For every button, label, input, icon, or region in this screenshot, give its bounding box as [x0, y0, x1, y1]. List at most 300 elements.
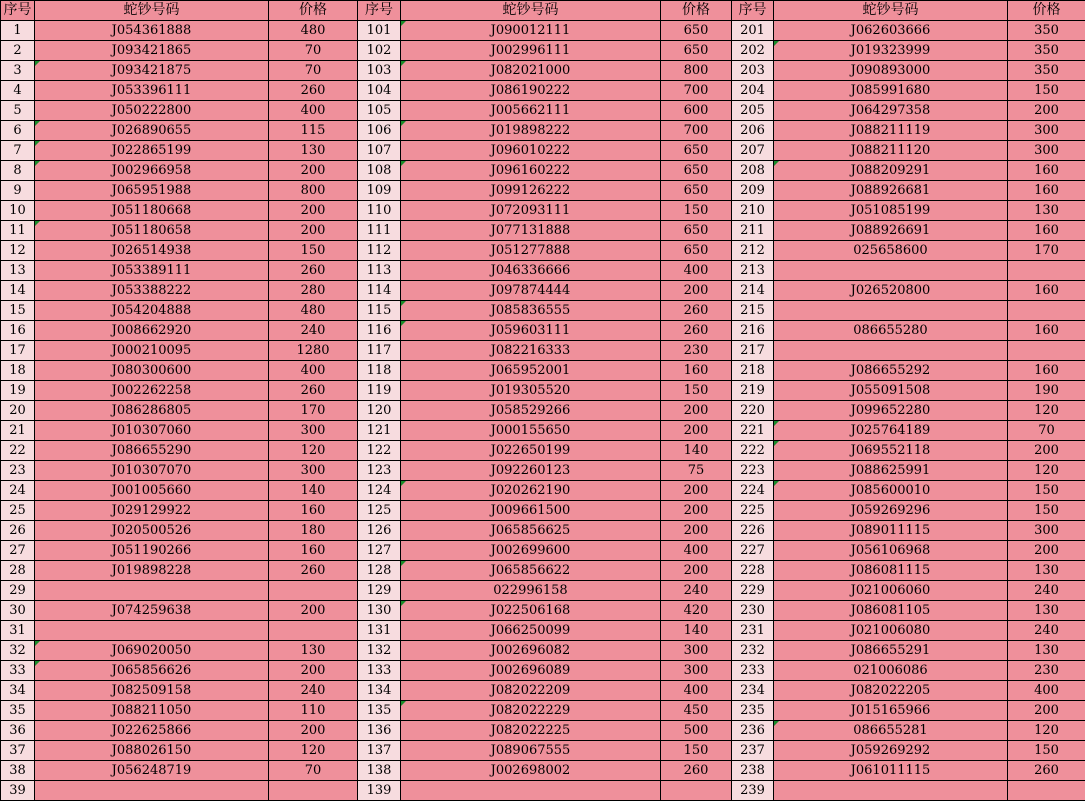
cell-seq-2[interactable]: 120	[358, 401, 401, 421]
cell-price-3[interactable]: 120	[1008, 461, 1085, 481]
cell-price-2[interactable]: 200	[661, 481, 732, 501]
cell-seq-2[interactable]: 104	[358, 81, 401, 101]
cell-price-1[interactable]: 300	[269, 461, 358, 481]
cell-seq-2[interactable]: 129	[358, 581, 401, 601]
cell-seq-1[interactable]: 35	[1, 701, 35, 721]
cell-seq-3[interactable]: 228	[732, 561, 774, 581]
cell-seq-1[interactable]: 33	[1, 661, 35, 681]
cell-price-3[interactable]	[1008, 301, 1085, 321]
cell-code-1[interactable]: J019898228	[35, 561, 269, 581]
cell-price-3[interactable]: 160	[1008, 281, 1085, 301]
cell-code-3[interactable]: J021006080	[774, 621, 1008, 641]
cell-code-1[interactable]: J093421875	[35, 61, 269, 81]
cell-seq-3[interactable]: 215	[732, 301, 774, 321]
cell-code-1[interactable]: J074259638	[35, 601, 269, 621]
cell-seq-1[interactable]: 28	[1, 561, 35, 581]
cell-seq-1[interactable]: 34	[1, 681, 35, 701]
cell-code-2[interactable]: J005662111	[401, 101, 661, 121]
cell-price-1[interactable]: 130	[269, 141, 358, 161]
cell-price-2[interactable]: 150	[661, 741, 732, 761]
cell-price-3[interactable]: 160	[1008, 361, 1085, 381]
cell-code-3[interactable]: J088625991	[774, 461, 1008, 481]
cell-code-3[interactable]: J088211119	[774, 121, 1008, 141]
cell-price-3[interactable]: 120	[1008, 721, 1085, 741]
cell-price-3[interactable]: 130	[1008, 601, 1085, 621]
cell-seq-1[interactable]: 2	[1, 41, 35, 61]
cell-price-3[interactable]: 70	[1008, 421, 1085, 441]
cell-seq-1[interactable]: 7	[1, 141, 35, 161]
cell-code-1[interactable]: J088026150	[35, 741, 269, 761]
cell-seq-3[interactable]: 237	[732, 741, 774, 761]
cell-code-1[interactable]: J002262258	[35, 381, 269, 401]
cell-price-1[interactable]: 130	[269, 641, 358, 661]
cell-price-3[interactable]: 200	[1008, 701, 1085, 721]
cell-seq-1[interactable]: 39	[1, 781, 35, 801]
cell-seq-3[interactable]: 205	[732, 101, 774, 121]
cell-code-3[interactable]: J064297358	[774, 101, 1008, 121]
cell-code-2[interactable]: J019898222	[401, 121, 661, 141]
cell-code-3[interactable]: J086655292	[774, 361, 1008, 381]
cell-price-1[interactable]: 240	[269, 321, 358, 341]
cell-seq-1[interactable]: 16	[1, 321, 35, 341]
cell-seq-1[interactable]: 25	[1, 501, 35, 521]
cell-price-3[interactable]: 190	[1008, 381, 1085, 401]
cell-price-3[interactable]: 160	[1008, 181, 1085, 201]
cell-seq-2[interactable]: 138	[358, 761, 401, 781]
cell-price-2[interactable]: 260	[661, 321, 732, 341]
cell-code-1[interactable]: J001005660	[35, 481, 269, 501]
cell-seq-2[interactable]: 132	[358, 641, 401, 661]
cell-code-2[interactable]: J072093111	[401, 201, 661, 221]
cell-price-2[interactable]: 300	[661, 641, 732, 661]
cell-price-1[interactable]: 480	[269, 301, 358, 321]
cell-seq-3[interactable]: 212	[732, 241, 774, 261]
cell-seq-1[interactable]: 20	[1, 401, 35, 421]
header-seq-2[interactable]: 序号	[358, 1, 401, 21]
cell-seq-1[interactable]: 10	[1, 201, 35, 221]
cell-seq-2[interactable]: 125	[358, 501, 401, 521]
cell-price-2[interactable]: 140	[661, 621, 732, 641]
cell-seq-1[interactable]: 3	[1, 61, 35, 81]
cell-seq-1[interactable]: 17	[1, 341, 35, 361]
cell-seq-2[interactable]: 116	[358, 321, 401, 341]
cell-seq-1[interactable]: 32	[1, 641, 35, 661]
cell-code-3[interactable]	[774, 341, 1008, 361]
cell-code-1[interactable]: J008662920	[35, 321, 269, 341]
cell-code-3[interactable]: J056106968	[774, 541, 1008, 561]
cell-price-2[interactable]: 200	[661, 421, 732, 441]
cell-price-1[interactable]: 800	[269, 181, 358, 201]
cell-code-2[interactable]: J099126222	[401, 181, 661, 201]
cell-code-2[interactable]: J002696082	[401, 641, 661, 661]
cell-code-1[interactable]: J029129922	[35, 501, 269, 521]
cell-seq-3[interactable]: 223	[732, 461, 774, 481]
cell-price-1[interactable]: 200	[269, 201, 358, 221]
cell-price-3[interactable]: 150	[1008, 501, 1085, 521]
cell-seq-2[interactable]: 118	[358, 361, 401, 381]
cell-seq-1[interactable]: 22	[1, 441, 35, 461]
cell-price-3[interactable]: 130	[1008, 201, 1085, 221]
cell-price-3[interactable]: 200	[1008, 541, 1085, 561]
cell-code-2[interactable]: J077131888	[401, 221, 661, 241]
cell-price-1[interactable]: 160	[269, 501, 358, 521]
cell-seq-3[interactable]: 229	[732, 581, 774, 601]
cell-seq-3[interactable]: 224	[732, 481, 774, 501]
cell-code-3[interactable]: J088926691	[774, 221, 1008, 241]
cell-seq-2[interactable]: 137	[358, 741, 401, 761]
cell-price-2[interactable]	[661, 781, 732, 801]
cell-code-1[interactable]: J026514938	[35, 241, 269, 261]
cell-price-1[interactable]	[269, 781, 358, 801]
cell-code-2[interactable]: J090012111	[401, 21, 661, 41]
cell-seq-2[interactable]: 108	[358, 161, 401, 181]
cell-code-3[interactable]: J069552118	[774, 441, 1008, 461]
cell-code-1[interactable]: J056248719	[35, 761, 269, 781]
cell-seq-3[interactable]: 219	[732, 381, 774, 401]
cell-seq-1[interactable]: 37	[1, 741, 35, 761]
cell-code-3[interactable]: 025658600	[774, 241, 1008, 261]
cell-code-3[interactable]: J085600010	[774, 481, 1008, 501]
cell-code-2[interactable]: J082216333	[401, 341, 661, 361]
cell-seq-2[interactable]: 133	[358, 661, 401, 681]
cell-seq-3[interactable]: 218	[732, 361, 774, 381]
cell-code-2[interactable]: J002699600	[401, 541, 661, 561]
cell-seq-1[interactable]: 24	[1, 481, 35, 501]
cell-code-1[interactable]: J086286805	[35, 401, 269, 421]
cell-seq-1[interactable]: 30	[1, 601, 35, 621]
cell-seq-2[interactable]: 121	[358, 421, 401, 441]
cell-seq-3[interactable]: 204	[732, 81, 774, 101]
cell-seq-3[interactable]: 201	[732, 21, 774, 41]
cell-code-3[interactable]: J085991680	[774, 81, 1008, 101]
cell-price-2[interactable]: 200	[661, 561, 732, 581]
cell-code-1[interactable]: J053396111	[35, 81, 269, 101]
cell-price-1[interactable]: 300	[269, 421, 358, 441]
cell-code-2[interactable]: J082022229	[401, 701, 661, 721]
cell-code-1[interactable]: J088211050	[35, 701, 269, 721]
cell-seq-2[interactable]: 112	[358, 241, 401, 261]
cell-code-3[interactable]: J051085199	[774, 201, 1008, 221]
cell-seq-2[interactable]: 107	[358, 141, 401, 161]
cell-price-3[interactable]: 400	[1008, 681, 1085, 701]
cell-seq-3[interactable]: 226	[732, 521, 774, 541]
cell-price-1[interactable]	[269, 621, 358, 641]
cell-seq-3[interactable]: 236	[732, 721, 774, 741]
cell-price-1[interactable]	[269, 581, 358, 601]
cell-price-2[interactable]: 160	[661, 361, 732, 381]
cell-seq-1[interactable]: 26	[1, 521, 35, 541]
cell-price-2[interactable]: 200	[661, 521, 732, 541]
cell-price-2[interactable]: 650	[661, 141, 732, 161]
cell-seq-2[interactable]: 130	[358, 601, 401, 621]
cell-code-3[interactable]: J090893000	[774, 61, 1008, 81]
cell-code-3[interactable]: 086655281	[774, 721, 1008, 741]
cell-price-2[interactable]: 300	[661, 661, 732, 681]
cell-seq-1[interactable]: 14	[1, 281, 35, 301]
cell-code-1[interactable]: J054204888	[35, 301, 269, 321]
cell-code-2[interactable]: J065856622	[401, 561, 661, 581]
cell-code-3[interactable]: J061011115	[774, 761, 1008, 781]
cell-price-3[interactable]: 300	[1008, 121, 1085, 141]
cell-price-3[interactable]: 200	[1008, 101, 1085, 121]
cell-seq-3[interactable]: 211	[732, 221, 774, 241]
cell-seq-3[interactable]: 232	[732, 641, 774, 661]
cell-seq-3[interactable]: 203	[732, 61, 774, 81]
cell-seq-2[interactable]: 106	[358, 121, 401, 141]
cell-seq-2[interactable]: 110	[358, 201, 401, 221]
cell-seq-2[interactable]: 119	[358, 381, 401, 401]
cell-code-3[interactable]: J026520800	[774, 281, 1008, 301]
cell-code-3[interactable]: J025764189	[774, 421, 1008, 441]
cell-seq-3[interactable]: 235	[732, 701, 774, 721]
cell-code-1[interactable]: J082509158	[35, 681, 269, 701]
cell-code-3[interactable]: J059269296	[774, 501, 1008, 521]
cell-code-2[interactable]: J022506168	[401, 601, 661, 621]
cell-seq-2[interactable]: 123	[358, 461, 401, 481]
cell-code-3[interactable]: J088926681	[774, 181, 1008, 201]
cell-code-2[interactable]: J020262190	[401, 481, 661, 501]
cell-code-3[interactable]: 021006086	[774, 661, 1008, 681]
cell-price-3[interactable]: 350	[1008, 61, 1085, 81]
cell-code-3[interactable]	[774, 301, 1008, 321]
cell-code-1[interactable]	[35, 581, 269, 601]
cell-code-1[interactable]: J080300600	[35, 361, 269, 381]
cell-price-2[interactable]: 450	[661, 701, 732, 721]
cell-price-1[interactable]: 200	[269, 161, 358, 181]
cell-seq-1[interactable]: 29	[1, 581, 35, 601]
cell-price-3[interactable]: 240	[1008, 621, 1085, 641]
cell-price-1[interactable]: 480	[269, 21, 358, 41]
cell-seq-3[interactable]: 209	[732, 181, 774, 201]
cell-code-3[interactable]: J062603666	[774, 21, 1008, 41]
cell-seq-3[interactable]: 231	[732, 621, 774, 641]
cell-price-1[interactable]: 160	[269, 541, 358, 561]
cell-price-1[interactable]: 400	[269, 101, 358, 121]
cell-seq-3[interactable]: 221	[732, 421, 774, 441]
cell-seq-3[interactable]: 214	[732, 281, 774, 301]
cell-price-2[interactable]: 500	[661, 721, 732, 741]
cell-price-2[interactable]: 650	[661, 241, 732, 261]
cell-price-1[interactable]: 260	[269, 81, 358, 101]
cell-code-3[interactable]: J015165966	[774, 701, 1008, 721]
cell-price-3[interactable]: 150	[1008, 481, 1085, 501]
cell-code-1[interactable]: J051180668	[35, 201, 269, 221]
cell-code-3[interactable]: J086081105	[774, 601, 1008, 621]
cell-price-2[interactable]: 240	[661, 581, 732, 601]
cell-seq-2[interactable]: 103	[358, 61, 401, 81]
cell-price-2[interactable]: 650	[661, 41, 732, 61]
cell-seq-2[interactable]: 122	[358, 441, 401, 461]
cell-seq-1[interactable]: 31	[1, 621, 35, 641]
cell-code-3[interactable]: J099652280	[774, 401, 1008, 421]
cell-price-1[interactable]: 280	[269, 281, 358, 301]
cell-price-1[interactable]: 200	[269, 601, 358, 621]
cell-code-2[interactable]: J082021000	[401, 61, 661, 81]
cell-seq-3[interactable]: 217	[732, 341, 774, 361]
cell-seq-3[interactable]: 216	[732, 321, 774, 341]
cell-code-2[interactable]: J089067555	[401, 741, 661, 761]
cell-price-2[interactable]: 650	[661, 21, 732, 41]
cell-seq-3[interactable]: 210	[732, 201, 774, 221]
cell-seq-2[interactable]: 134	[358, 681, 401, 701]
cell-price-3[interactable]: 230	[1008, 661, 1085, 681]
cell-price-3[interactable]: 240	[1008, 581, 1085, 601]
cell-code-2[interactable]: J002696089	[401, 661, 661, 681]
cell-price-2[interactable]: 650	[661, 221, 732, 241]
cell-seq-1[interactable]: 18	[1, 361, 35, 381]
cell-code-2[interactable]: J022650199	[401, 441, 661, 461]
cell-seq-1[interactable]: 36	[1, 721, 35, 741]
cell-seq-3[interactable]: 227	[732, 541, 774, 561]
cell-code-3[interactable]: J086655291	[774, 641, 1008, 661]
header-code-2[interactable]: 蛇钞号码	[401, 1, 661, 21]
cell-seq-1[interactable]: 23	[1, 461, 35, 481]
cell-price-1[interactable]: 240	[269, 681, 358, 701]
cell-seq-2[interactable]: 131	[358, 621, 401, 641]
cell-price-3[interactable]: 160	[1008, 321, 1085, 341]
cell-code-1[interactable]: J053388222	[35, 281, 269, 301]
cell-code-1[interactable]: J002966958	[35, 161, 269, 181]
cell-price-3[interactable]: 160	[1008, 161, 1085, 181]
cell-code-2[interactable]: J046336666	[401, 261, 661, 281]
cell-code-2[interactable]: J009661500	[401, 501, 661, 521]
cell-seq-3[interactable]: 206	[732, 121, 774, 141]
cell-price-1[interactable]: 180	[269, 521, 358, 541]
header-code-3[interactable]: 蛇钞号码	[774, 1, 1008, 21]
cell-seq-1[interactable]: 6	[1, 121, 35, 141]
cell-price-2[interactable]: 75	[661, 461, 732, 481]
cell-price-2[interactable]: 140	[661, 441, 732, 461]
cell-price-2[interactable]: 200	[661, 501, 732, 521]
cell-seq-2[interactable]: 105	[358, 101, 401, 121]
cell-seq-2[interactable]: 111	[358, 221, 401, 241]
cell-seq-2[interactable]: 117	[358, 341, 401, 361]
cell-code-3[interactable]: J055091508	[774, 381, 1008, 401]
cell-code-2[interactable]: 022996158	[401, 581, 661, 601]
cell-seq-1[interactable]: 27	[1, 541, 35, 561]
cell-code-3[interactable]: J082022205	[774, 681, 1008, 701]
cell-code-2[interactable]: J019305520	[401, 381, 661, 401]
cell-seq-3[interactable]: 225	[732, 501, 774, 521]
cell-code-1[interactable]: J065951988	[35, 181, 269, 201]
cell-seq-3[interactable]: 208	[732, 161, 774, 181]
cell-seq-3[interactable]: 220	[732, 401, 774, 421]
cell-code-1[interactable]	[35, 781, 269, 801]
cell-seq-3[interactable]: 222	[732, 441, 774, 461]
header-seq-1[interactable]: 序号	[1, 1, 35, 21]
cell-seq-1[interactable]: 12	[1, 241, 35, 261]
cell-code-2[interactable]: J092260123	[401, 461, 661, 481]
cell-seq-1[interactable]: 11	[1, 221, 35, 241]
cell-code-2[interactable]: J085836555	[401, 301, 661, 321]
header-price-2[interactable]: 价格	[661, 1, 732, 21]
cell-price-1[interactable]: 120	[269, 441, 358, 461]
cell-seq-2[interactable]: 126	[358, 521, 401, 541]
cell-seq-3[interactable]: 234	[732, 681, 774, 701]
cell-code-3[interactable]: J019323999	[774, 41, 1008, 61]
cell-price-3[interactable]: 200	[1008, 441, 1085, 461]
cell-price-3[interactable]: 260	[1008, 761, 1085, 781]
cell-price-2[interactable]: 150	[661, 381, 732, 401]
cell-price-1[interactable]: 115	[269, 121, 358, 141]
cell-code-2[interactable]: J066250099	[401, 621, 661, 641]
cell-price-2[interactable]: 200	[661, 401, 732, 421]
cell-seq-2[interactable]: 109	[358, 181, 401, 201]
cell-seq-3[interactable]: 207	[732, 141, 774, 161]
cell-price-2[interactable]: 400	[661, 681, 732, 701]
cell-price-2[interactable]: 230	[661, 341, 732, 361]
cell-price-1[interactable]: 260	[269, 561, 358, 581]
cell-price-3[interactable]: 300	[1008, 141, 1085, 161]
cell-code-3[interactable]: 086655280	[774, 321, 1008, 341]
cell-code-1[interactable]: J065856626	[35, 661, 269, 681]
cell-price-1[interactable]: 200	[269, 721, 358, 741]
cell-seq-2[interactable]: 101	[358, 21, 401, 41]
cell-seq-3[interactable]: 233	[732, 661, 774, 681]
cell-code-2[interactable]: J002996111	[401, 41, 661, 61]
cell-price-2[interactable]: 260	[661, 761, 732, 781]
cell-code-2[interactable]: J086190222	[401, 81, 661, 101]
cell-seq-1[interactable]: 15	[1, 301, 35, 321]
cell-seq-3[interactable]: 213	[732, 261, 774, 281]
cell-price-2[interactable]: 600	[661, 101, 732, 121]
cell-seq-3[interactable]: 238	[732, 761, 774, 781]
cell-code-2[interactable]: J082022209	[401, 681, 661, 701]
cell-code-1[interactable]: J053389111	[35, 261, 269, 281]
cell-code-1[interactable]: J010307070	[35, 461, 269, 481]
cell-seq-1[interactable]: 38	[1, 761, 35, 781]
cell-code-2[interactable]: J058529266	[401, 401, 661, 421]
cell-code-1[interactable]: J026890655	[35, 121, 269, 141]
cell-price-1[interactable]: 260	[269, 261, 358, 281]
cell-code-2[interactable]: J097874444	[401, 281, 661, 301]
cell-seq-1[interactable]: 4	[1, 81, 35, 101]
cell-price-3[interactable]: 130	[1008, 561, 1085, 581]
cell-price-3[interactable]: 350	[1008, 41, 1085, 61]
cell-seq-1[interactable]: 1	[1, 21, 35, 41]
cell-price-1[interactable]: 70	[269, 61, 358, 81]
cell-code-1[interactable]: J020500526	[35, 521, 269, 541]
cell-price-3[interactable]	[1008, 341, 1085, 361]
cell-price-2[interactable]: 650	[661, 161, 732, 181]
cell-price-3[interactable]	[1008, 781, 1085, 801]
cell-price-2[interactable]: 200	[661, 281, 732, 301]
cell-code-1[interactable]: J010307060	[35, 421, 269, 441]
cell-price-3[interactable]: 130	[1008, 641, 1085, 661]
cell-seq-1[interactable]: 9	[1, 181, 35, 201]
cell-price-3[interactable]: 120	[1008, 401, 1085, 421]
cell-price-3[interactable]: 160	[1008, 221, 1085, 241]
cell-price-2[interactable]: 800	[661, 61, 732, 81]
cell-code-1[interactable]: J050222800	[35, 101, 269, 121]
cell-price-3[interactable]: 170	[1008, 241, 1085, 261]
cell-price-1[interactable]: 200	[269, 221, 358, 241]
cell-code-1[interactable]: J086655290	[35, 441, 269, 461]
cell-price-1[interactable]: 1280	[269, 341, 358, 361]
cell-code-1[interactable]: J022625866	[35, 721, 269, 741]
cell-price-3[interactable]: 350	[1008, 21, 1085, 41]
cell-code-3[interactable]: J021006060	[774, 581, 1008, 601]
cell-seq-2[interactable]: 102	[358, 41, 401, 61]
cell-code-3[interactable]: J089011115	[774, 521, 1008, 541]
cell-code-2[interactable]	[401, 781, 661, 801]
cell-price-1[interactable]: 170	[269, 401, 358, 421]
cell-code-2[interactable]: J002698002	[401, 761, 661, 781]
cell-code-2[interactable]: J051277888	[401, 241, 661, 261]
cell-code-1[interactable]: J093421865	[35, 41, 269, 61]
cell-price-2[interactable]: 700	[661, 121, 732, 141]
cell-code-1[interactable]: J051190266	[35, 541, 269, 561]
